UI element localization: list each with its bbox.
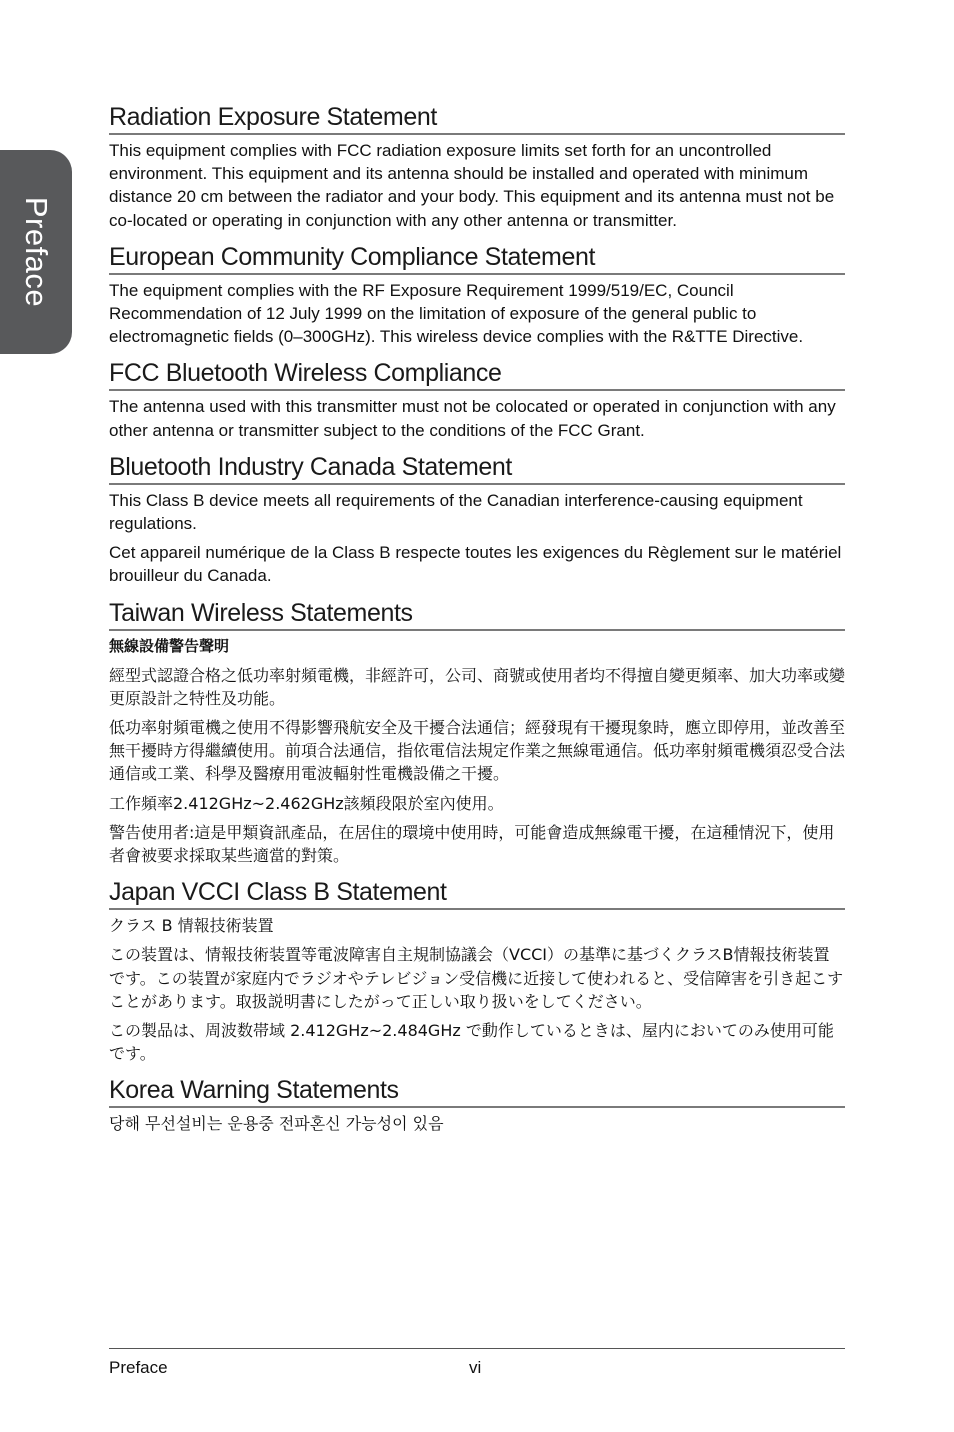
section-title: FCC Bluetooth Wireless Compliance (109, 358, 845, 391)
section-fcc-bluetooth (109, 358, 845, 441)
document-content (109, 102, 845, 1146)
paragraph: この製品は、周波数帯域 2.412GHz~2.484GHz で動作しているときは、屋内においてのみ使用可能です。 (109, 1021, 834, 1064)
paragraph: クラス B 情報技術装置 (109, 916, 274, 936)
section-title: Taiwan Wireless Statements (109, 598, 845, 631)
section-title: Bluetooth Industry Canada Statement (109, 452, 845, 485)
paragraph: The equipment complies with the RF Exposure Requirement 1999/519/EC, Council Recommendation of 12 July 1999 on the limitation of exposure of the general public to electromagnetic fields (0–300GHz). This wireless device complies with the R&TTE Directive. (109, 280, 804, 347)
paragraph: 工作頻率2.412GHz~2.462GHz該頻段限於室內使用。 (109, 793, 504, 813)
section-european-community (109, 242, 845, 349)
section-title: Japan VCCI Class B Statement (109, 877, 845, 910)
paragraph: 低功率射頻電機之使用不得影響飛航安全及干擾合法通信；經發現有干擾現象時，應立即停用，並改善至無干擾時方得繼續使用。前項合法通信，指依電信法規定作業之無線電通信。低功率射頻電機須忍受合法通信或工業、科學及醫療用電波輻射性電機設備之干擾。 (109, 718, 846, 784)
section-taiwan-wireless (109, 598, 845, 868)
section-radiation-exposure (109, 102, 845, 232)
footer-label: Preface (109, 1358, 168, 1377)
paragraph: This equipment complies with FCC radiation exposure limits set forth for an uncontrolled environment. This equipment and its antenna should be installed and operated with minimum distance 20 cm between the radiator and your body. This equipment and its antenna must not be co-located or operating in conjunction with any other antenna or transmitter. (109, 141, 835, 230)
paragraph: Cet appareil numérique de la Class B respecte toutes les exigences du Règlement sur le matériel brouilleur du Canada. (109, 543, 842, 586)
side-tab-label: Preface (19, 196, 54, 308)
section-korea-warning (109, 1075, 845, 1135)
paragraph: The antenna used with this transmitter must not be colocated or operated in conjunction with any other antenna or transmitter subject to the conditions of the FCC Grant. (109, 397, 836, 440)
side-tab (0, 150, 72, 354)
section-title: Korea Warning Statements (109, 1075, 845, 1108)
paragraph: 당해 무선설비는 운용중 전파혼신 가능성이 있음 (109, 1114, 444, 1134)
section-japan-vcci (109, 877, 845, 1065)
section-title: Radiation Exposure Statement (109, 102, 845, 135)
section-bluetooth-canada (109, 452, 845, 588)
paragraph: 經型式認證合格之低功率射頻電機，非經許可，公司、商號或使用者均不得擅自變更頻率、加大功率或變更原設計之特性及功能。 (109, 665, 846, 708)
paragraph: This Class B device meets all requirements of the Canadian interference-causing equipment regulations. (109, 490, 803, 534)
page-number: vi (469, 1358, 482, 1377)
paragraph: この装置は、情報技術装置等電波障害自主規制協議会（VCCI）の基準に基づくクラスB情報技術装置です。この装置が家庭内でラジオやテレビジョン受信機に近接して使われると、受信障害を引き起こすことがあります。取扱説明書にしたがって正しい取り扱いをしてください。 (109, 945, 844, 1011)
page-footer (109, 1348, 845, 1377)
section-title: European Community Compliance Statement (109, 242, 845, 275)
paragraph: 警告使用者:這是甲類資訊產品，在居住的環境中使用時，可能會造成無線電干擾，在這種情況下，使用者會被要求採取某些適當的對策。 (109, 822, 835, 866)
subheading: 無線設備警告聲明 (109, 636, 230, 655)
